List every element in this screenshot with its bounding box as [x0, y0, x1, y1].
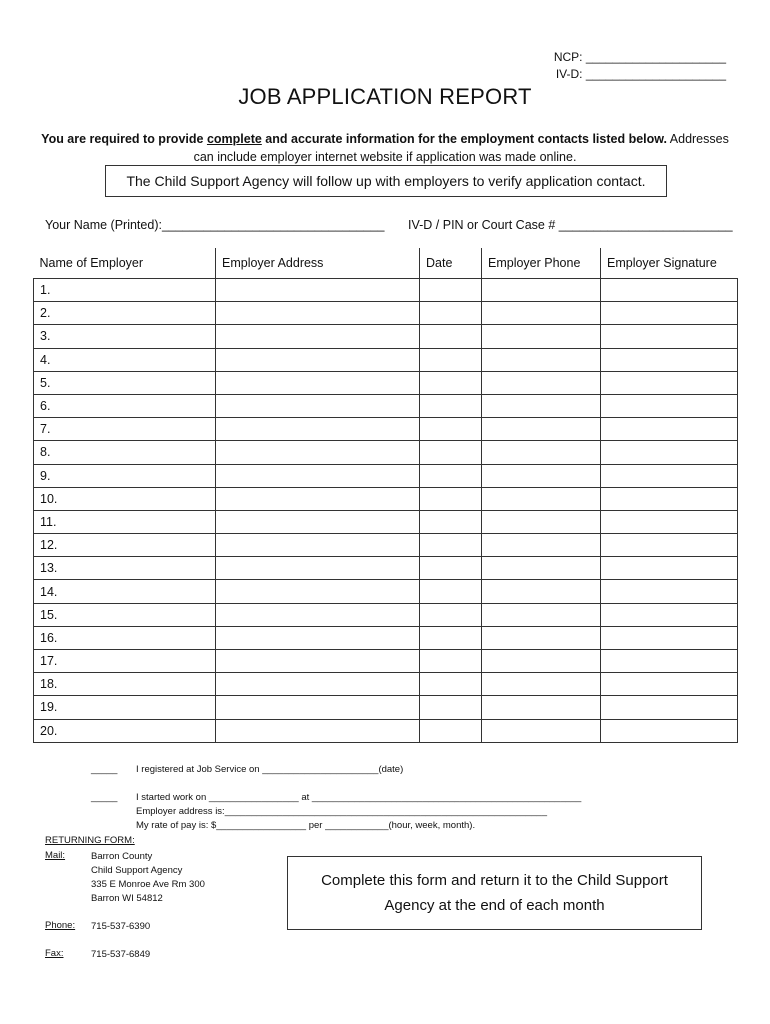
row-number-cell[interactable]: 1.: [34, 279, 216, 302]
started-work-line[interactable]: I started work on _________________ at ___________________________________________________: [136, 792, 582, 803]
table-row: [34, 557, 738, 580]
mail-line: Child Support Agency: [91, 865, 183, 876]
employer-signature-cell[interactable]: [601, 371, 738, 394]
mail-line: 335 E Monroe Ave Rm 300: [91, 879, 205, 890]
case-blank[interactable]: _________________________: [558, 218, 733, 232]
phone-label: Phone:: [45, 920, 76, 931]
row-number-cell[interactable]: 20.: [34, 719, 216, 742]
table-row: [34, 673, 738, 696]
employer-address-cell[interactable]: [216, 441, 420, 464]
case-field[interactable]: [408, 218, 733, 232]
row-number-cell[interactable]: 15.: [34, 603, 216, 626]
intro-part3: and accurate information for the employment contacts listed below.: [261, 132, 667, 146]
row-number-cell[interactable]: 5.: [34, 371, 216, 394]
employer-signature-cell[interactable]: [601, 325, 738, 348]
employer-phone-cell[interactable]: [482, 673, 601, 696]
ivd-label: IV-D:: [555, 67, 583, 81]
employer-phone-cell[interactable]: [482, 464, 601, 487]
employer-signature-cell[interactable]: [601, 580, 738, 603]
employer-phone-cell[interactable]: [482, 719, 601, 742]
intro-part4: Addresses can include employer internet website if application was made online.: [193, 132, 729, 164]
employer-phone-cell[interactable]: [482, 557, 601, 580]
employer-phone-cell[interactable]: [482, 534, 601, 557]
row-number-cell[interactable]: 13.: [34, 557, 216, 580]
job-service-check[interactable]: _____: [91, 764, 118, 775]
return-instructions-box: [287, 856, 702, 930]
ivd-field[interactable]: [556, 67, 726, 81]
name-field[interactable]: [45, 218, 384, 232]
table-row: [34, 348, 738, 371]
employer-address-cell[interactable]: [216, 696, 420, 719]
employer-address-cell[interactable]: [216, 394, 420, 417]
mail-line: Barron WI 54812: [91, 893, 163, 904]
employer-signature-cell[interactable]: [601, 557, 738, 580]
table-row: [34, 394, 738, 417]
column-header: Name of Employer: [34, 248, 216, 279]
employer-phone-cell[interactable]: [482, 325, 601, 348]
employer-address-cell[interactable]: [216, 487, 420, 510]
employer-address-cell[interactable]: [216, 348, 420, 371]
date-cell[interactable]: [420, 626, 482, 649]
employer-signature-cell[interactable]: [601, 719, 738, 742]
table-row: [34, 696, 738, 719]
employer-address-cell[interactable]: [216, 371, 420, 394]
table-row: [34, 534, 738, 557]
employer-signature-cell[interactable]: [601, 464, 738, 487]
date-cell[interactable]: [420, 325, 482, 348]
employer-phone-cell[interactable]: [482, 580, 601, 603]
table-row: [34, 279, 738, 302]
employer-signature-cell[interactable]: [601, 418, 738, 441]
employer-signature-cell[interactable]: [601, 487, 738, 510]
employer-address-cell[interactable]: [216, 510, 420, 533]
employer-signature-cell[interactable]: [601, 348, 738, 371]
table-row: [34, 580, 738, 603]
employer-phone-cell[interactable]: [482, 696, 601, 719]
row-number-cell[interactable]: 4.: [34, 348, 216, 371]
employer-signature-cell[interactable]: [601, 673, 738, 696]
row-number-cell[interactable]: 14.: [34, 580, 216, 603]
employer-signature-cell[interactable]: [601, 534, 738, 557]
column-header: Employer Phone: [482, 248, 601, 279]
mail-address: [91, 850, 205, 906]
employer-address-cell[interactable]: [216, 603, 420, 626]
date-cell[interactable]: [420, 418, 482, 441]
row-number-cell[interactable]: 11.: [34, 510, 216, 533]
employer-phone-cell[interactable]: [482, 441, 601, 464]
employer-address-cell[interactable]: [216, 580, 420, 603]
job-service-text[interactable]: I registered at Job Service on ______________________(date): [136, 764, 404, 775]
employer-phone-cell[interactable]: [482, 371, 601, 394]
employer-phone-cell[interactable]: [482, 418, 601, 441]
contacts-table: [33, 248, 738, 743]
employer-signature-cell[interactable]: [601, 279, 738, 302]
date-cell[interactable]: [420, 441, 482, 464]
employer-address-cell[interactable]: [216, 418, 420, 441]
employer-address-cell[interactable]: [216, 279, 420, 302]
row-number-cell[interactable]: 18.: [34, 673, 216, 696]
notice-box: The Child Support Agency will follow up with employers to verify application contact.: [105, 165, 667, 197]
date-cell[interactable]: [420, 534, 482, 557]
employer-phone-cell[interactable]: [482, 348, 601, 371]
employer-address-cell[interactable]: [216, 302, 420, 325]
employer-phone-cell[interactable]: [482, 394, 601, 417]
row-number-cell[interactable]: 10.: [34, 487, 216, 510]
date-cell[interactable]: [420, 279, 482, 302]
employer-phone-cell[interactable]: [482, 487, 601, 510]
date-cell[interactable]: [420, 394, 482, 417]
row-number-cell[interactable]: 8.: [34, 441, 216, 464]
date-cell[interactable]: [420, 348, 482, 371]
employer-signature-cell[interactable]: [601, 696, 738, 719]
row-number-cell[interactable]: 19.: [34, 696, 216, 719]
mail-label: Mail:: [45, 850, 66, 861]
row-number-cell[interactable]: 7.: [34, 418, 216, 441]
employer-signature-cell[interactable]: [601, 626, 738, 649]
table-row: [34, 302, 738, 325]
date-cell[interactable]: [420, 487, 482, 510]
date-cell[interactable]: [420, 302, 482, 325]
table-row: [34, 418, 738, 441]
employer-address-cell[interactable]: [216, 673, 420, 696]
ncp-blank[interactable]: _____________________: [585, 50, 726, 64]
intro-part1: You are required to provide: [41, 132, 207, 146]
row-number-cell[interactable]: 6.: [34, 394, 216, 417]
ivd-blank[interactable]: _____________________: [585, 67, 726, 81]
date-cell[interactable]: [420, 673, 482, 696]
column-header: Employer Signature: [601, 248, 738, 279]
fax-number: 715-537-6849: [91, 949, 151, 960]
row-number-cell[interactable]: 3.: [34, 325, 216, 348]
ncp-label: NCP:: [553, 50, 583, 64]
employer-address-cell[interactable]: [216, 626, 420, 649]
employer-signature-cell[interactable]: [601, 603, 738, 626]
phone-number: 715-537-6390: [91, 921, 151, 932]
employer-phone-cell[interactable]: [482, 302, 601, 325]
mail-line: Barron County: [91, 851, 153, 862]
date-cell[interactable]: [420, 557, 482, 580]
row-number-cell[interactable]: 12.: [34, 534, 216, 557]
name-blank[interactable]: ________________________________: [161, 218, 385, 232]
employer-signature-cell[interactable]: [601, 394, 738, 417]
row-number-cell[interactable]: 16.: [34, 626, 216, 649]
employer-signature-cell[interactable]: [601, 302, 738, 325]
row-number-cell[interactable]: 9.: [34, 464, 216, 487]
employer-signature-cell[interactable]: [601, 441, 738, 464]
case-label: IV-D / PIN or Court Case #: [408, 218, 556, 232]
table-row: [34, 626, 738, 649]
employer-address-cell[interactable]: [216, 719, 420, 742]
table-row: [34, 487, 738, 510]
table-row: [34, 719, 738, 742]
table-row: [34, 371, 738, 394]
employer-signature-cell[interactable]: [601, 650, 738, 673]
date-cell[interactable]: [420, 580, 482, 603]
return-instructions-line: Agency at the end of each month: [384, 897, 605, 914]
employer-phone-cell[interactable]: [482, 279, 601, 302]
started-work-check[interactable]: _____: [91, 792, 118, 803]
employer-address-cell[interactable]: [216, 650, 420, 673]
employer-phone-cell[interactable]: [482, 626, 601, 649]
employer-phone-cell[interactable]: [482, 650, 601, 673]
date-cell[interactable]: [420, 650, 482, 673]
table-row: [34, 464, 738, 487]
row-number-cell[interactable]: 2.: [34, 302, 216, 325]
table-row: [34, 650, 738, 673]
fax-label: Fax:: [45, 948, 64, 959]
rate-of-pay-line[interactable]: My rate of pay is: $_________________ per ____________(hour, week, month).: [136, 820, 476, 831]
employer-address-cell[interactable]: [216, 557, 420, 580]
date-cell[interactable]: [420, 510, 482, 533]
column-header: Employer Address: [216, 248, 420, 279]
return-instructions-line: Complete this form and return it to the Child Support: [321, 872, 668, 889]
employer-address-line[interactable]: Employer address is:_____________________________________________________________: [136, 806, 547, 817]
employer-signature-cell[interactable]: [601, 510, 738, 533]
intro-emphasis: complete: [206, 132, 262, 146]
returning-form-label: RETURNING FORM:: [45, 835, 135, 846]
row-number-cell[interactable]: 17.: [34, 650, 216, 673]
table-row: [34, 510, 738, 533]
table-row: [34, 325, 738, 348]
table-row: [34, 603, 738, 626]
date-cell[interactable]: [420, 696, 482, 719]
column-header: Date: [420, 248, 482, 279]
table-row: [34, 441, 738, 464]
table-header-row: [34, 248, 738, 279]
date-cell[interactable]: [420, 719, 482, 742]
ncp-field[interactable]: [554, 50, 726, 64]
date-cell[interactable]: [420, 464, 482, 487]
employer-address-cell[interactable]: [216, 464, 420, 487]
employer-phone-cell[interactable]: [482, 510, 601, 533]
employer-address-cell[interactable]: [216, 325, 420, 348]
page-title: JOB APPLICATION REPORT: [238, 84, 532, 109]
date-cell[interactable]: [420, 371, 482, 394]
intro-text: [30, 130, 740, 166]
employer-phone-cell[interactable]: [482, 603, 601, 626]
date-cell[interactable]: [420, 603, 482, 626]
employer-address-cell[interactable]: [216, 534, 420, 557]
name-label: Your Name (Printed):: [45, 218, 162, 232]
